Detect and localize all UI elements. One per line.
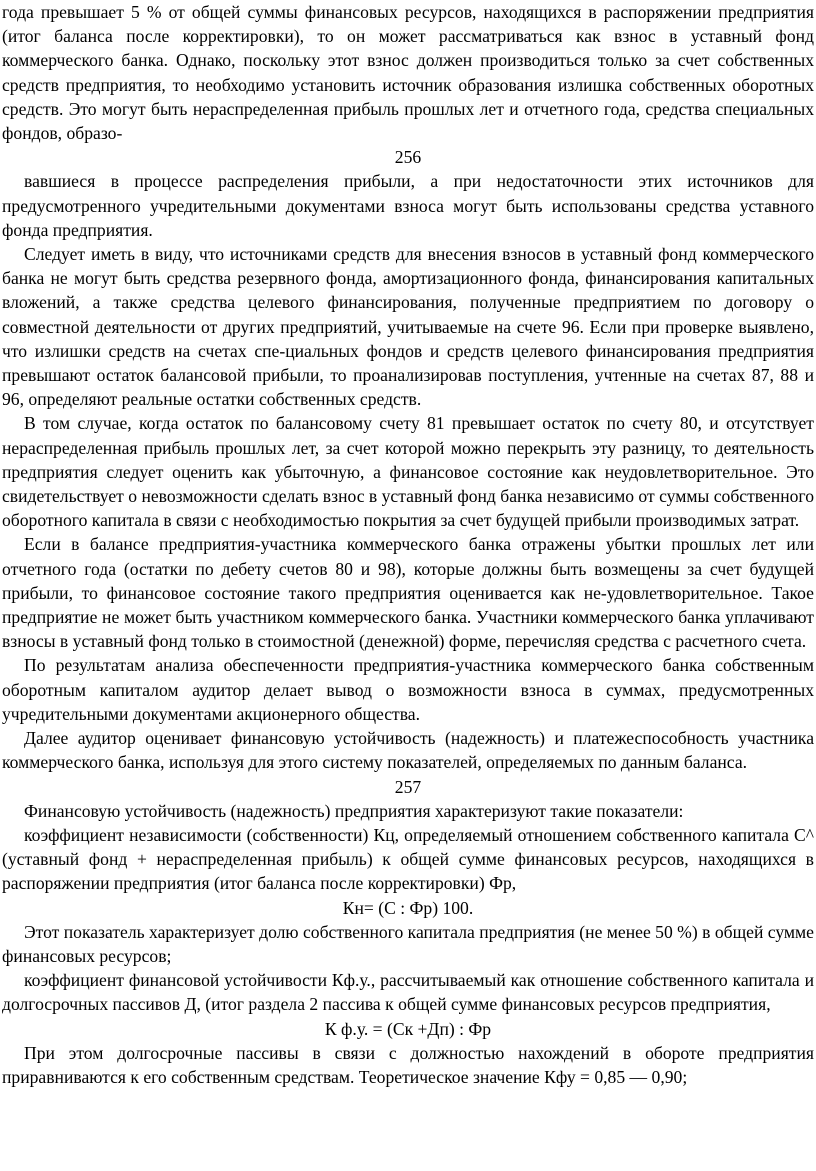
formula: Кн= (С : Фр) 100. bbox=[342, 897, 474, 918]
paragraph: коэффициент финансовой устойчивости Кф.у., рассчитываемый как отношение собственного капитала и долгосрочных пассивов Д, (итог раздела 2 пассива к общей сумме финансовых ресурсов предприятия, bbox=[2, 970, 814, 1015]
paragraph: По результатам анализа обеспеченности предприятия-участника коммерческого банка собственным оборотным капиталом аудитор делает вывод о возможности взноса в суммах, предусмотренных учредительными документами акционерного общества. bbox=[2, 655, 814, 724]
page-number: 257 bbox=[394, 776, 422, 797]
paragraph: Этот показатель характеризует долю собственного капитала предприятия (не менее 50 %) в общей сумме финансовых ресурсов; bbox=[2, 921, 814, 966]
paragraph: Следует иметь в виду, что источниками средств для внесения взносов в уставный фонд коммерческого банка не могут быть средства резервного фонда, амортизационного фонда, финансирования капитальных вложений, а также средства целевого финансирования, полученные предприятием по договору о совместной деятельности от других предприятий, учитываемые на счете 96. Если при проверке выявлено, что излишки средств на счетах спе-циальных фондов и средств целевого финансирования предприятия превышают остаток балансовой прибыли, то проанализировав поступления, учтенные на счетах 87, 88 и 96, определяют реальные остатки собственных средств. bbox=[2, 244, 814, 410]
paragraph-continuation: года превышает 5 % от общей суммы финансовых ресурсов, находящихся в распоряжении предприятия (итог баланса после корректировки), то он может рассматриваться как взнос в уставный фонд коммерческого банка. Однако, поскольку этот взнос должен производиться только за счет собственных средств предприятия, то необходимо установить источник образования излишка собственных оборотных средств. Это могут быть нераспределенная прибыль прошлых лет и отчетного года, средства специальных фондов, образо- bbox=[2, 2, 814, 144]
paragraph: При этом долгосрочные пассивы в связи с должностью нахождений в обороте предприятия приравниваются к его собственным средствам. Теоретическое значение Кфу = 0,85 — 0,90; bbox=[2, 1042, 814, 1087]
document-page bbox=[2, 0, 814, 1089]
paragraph: В том случае, когда остаток по балансовому счету 81 превышает остаток по счету 80, и отсутствует нераспределенная прибыль прошлых лет, за счет которой можно перекрыть эту разницу, то деятельность предприятия следует оценить как убыточную, а финансовое состояние как неудовлетворительное. Это свидетельствует о невозможности сделать взнос в уставный фонд банка независимо от суммы собственного оборотного капитала в связи с необходимостью покрытия за счет будущей прибыли производимых затрат. bbox=[2, 413, 814, 531]
paragraph: коэффициент независимости (собственности) Кц, определяемый отношением собственного капитала С^ (уставный фонд + нераспределенная прибыль) к общей сумме финансовых ресурсов, находящихся в распоряжении предприятия (итог баланса после корректировки) Фр, bbox=[2, 824, 814, 894]
paragraph: Если в балансе предприятия-участника коммерческого банка отражены убытки прошлых лет или отчетного года (остатки по дебету счетов 80 и 98), которые должны быть возмещены за счет будущей прибыли, то финансовое состояние такого предприятия оценивается как не-удовлетворительное. Такое предприятие не может быть участником коммерческого банка. Участники коммерческого банка уплачивают взносы в уставный фонд только в стоимостной (денежной) форме, перечисляя средства с расчетного счета. bbox=[2, 534, 814, 652]
paragraph: Далее аудитор оценивает финансовую устойчивость (надежность) и платежеспособность участника коммерческого банка, используя для этого систему показателей, определяемых по данным баланса. bbox=[2, 728, 814, 773]
paragraph: вавшиеся в процессе распределения прибыли, а при недостаточности этих источников для предусмотренного учредительными документами взноса могут быть использованы средства уставного фонда предприятия. bbox=[2, 171, 814, 240]
formula: К ф.у. = (Ск +Дп) : Фр bbox=[324, 1018, 492, 1039]
paragraph: Финансовую устойчивость (надежность) предприятия характеризуют такие показатели: bbox=[24, 800, 684, 821]
page-number: 256 bbox=[394, 147, 422, 168]
